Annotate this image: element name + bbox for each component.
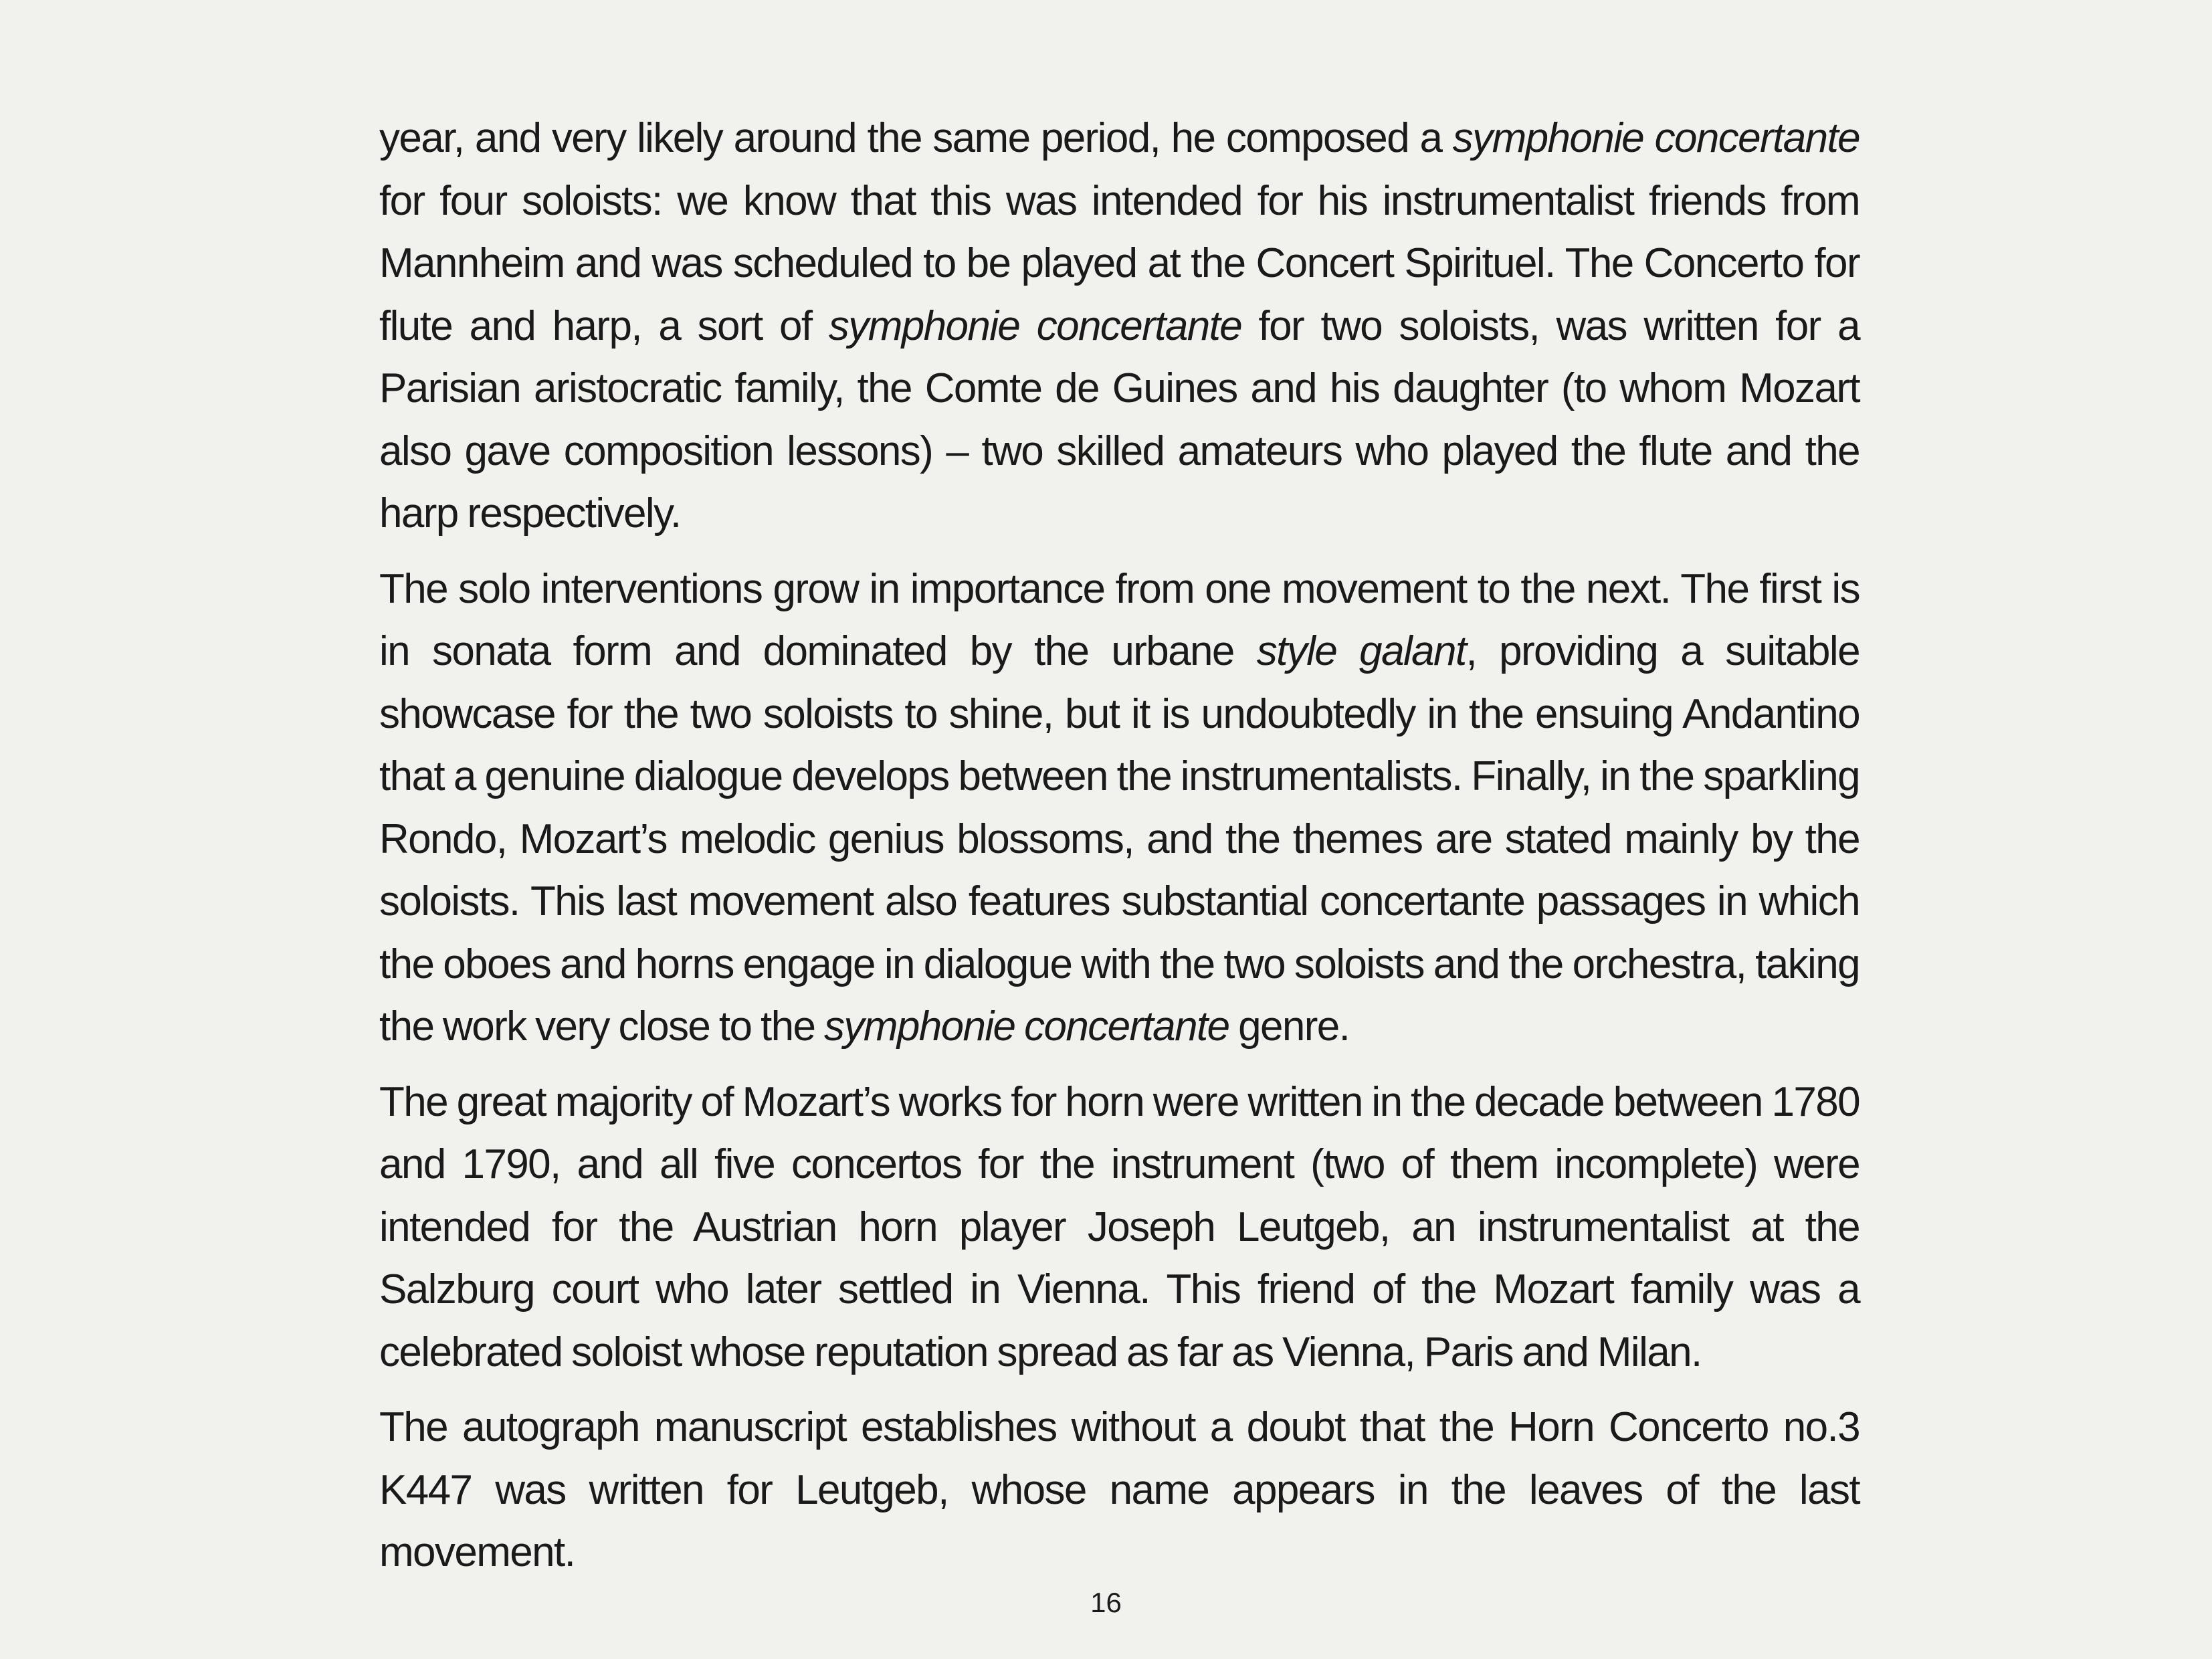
paragraph-text-italic: symphonie concertante: [828, 302, 1242, 349]
paragraph: [379, 107, 1859, 545]
paragraph-text: The great majority of Mozart’s works for horn were written in the decade between 1780 and 1790, and all five concertos for the instrument (two of them incomplete) were intended for the Austrian horn player Joseph Leutgeb, an instrumentalist at the Salzburg court who later settled in Vienna. This friend of the Mozart family was a celebrated soloist whose reputation spread as far as Vienna, Paris and Milan.: [379, 1078, 1859, 1375]
paragraph: [379, 1071, 1859, 1384]
paragraph-text-italic: style galant: [1256, 628, 1466, 674]
paragraph-text: The solo interventions grow in importance from one movement to the next. The first is in sonata form and dominated by the urbane: [379, 565, 1859, 674]
paragraph-text: genre.: [1229, 1003, 1350, 1050]
paragraph-text-italic: symphonie concertante: [1452, 115, 1859, 161]
paragraph-text-italic: symphonie concertante: [824, 1003, 1229, 1050]
paragraph-text: for four soloists: we know that this was intended for his instrumentalist friends from Mannheim and was scheduled to be played at the Concert Spirituel. The Concerto for flute and harp, a sort of: [379, 177, 1859, 349]
paragraph-text: The autograph manuscript establishes without a doubt that the Horn Concerto no.3 K447 was written for Leutgeb, whose name appears in the leaves of the last movement.: [379, 1404, 1859, 1575]
paragraph: [379, 558, 1859, 1058]
page-number: 16: [1090, 1587, 1122, 1618]
paragraph-text: for two soloists, was written for a Parisian aristocratic family, the Comte de Guines and his daughter (to whom Mozart also gave composition lessons) – two skilled amateurs who played the flute and the harp respectively.: [379, 302, 1859, 536]
page-body: [379, 107, 1859, 1597]
paragraph-text: year, and very likely around the same period, he composed a: [379, 115, 1453, 161]
paragraph-text: , providing a suitable showcase for the two soloists to shine, but it is undoubtedly in the ensuing Andantino that a genuine dialogue develops between the instrumentalists. Finally, in the sparkling Rondo, Mozart’s melodic genius blossoms, and the themes are stated mainly by the soloists. This last movement also features substantial concertante passages in which the oboes and horns engage in dialogue with the two soloists and the orchestra, taking the work very close to the: [379, 628, 1859, 1050]
paragraph: [379, 1396, 1859, 1584]
